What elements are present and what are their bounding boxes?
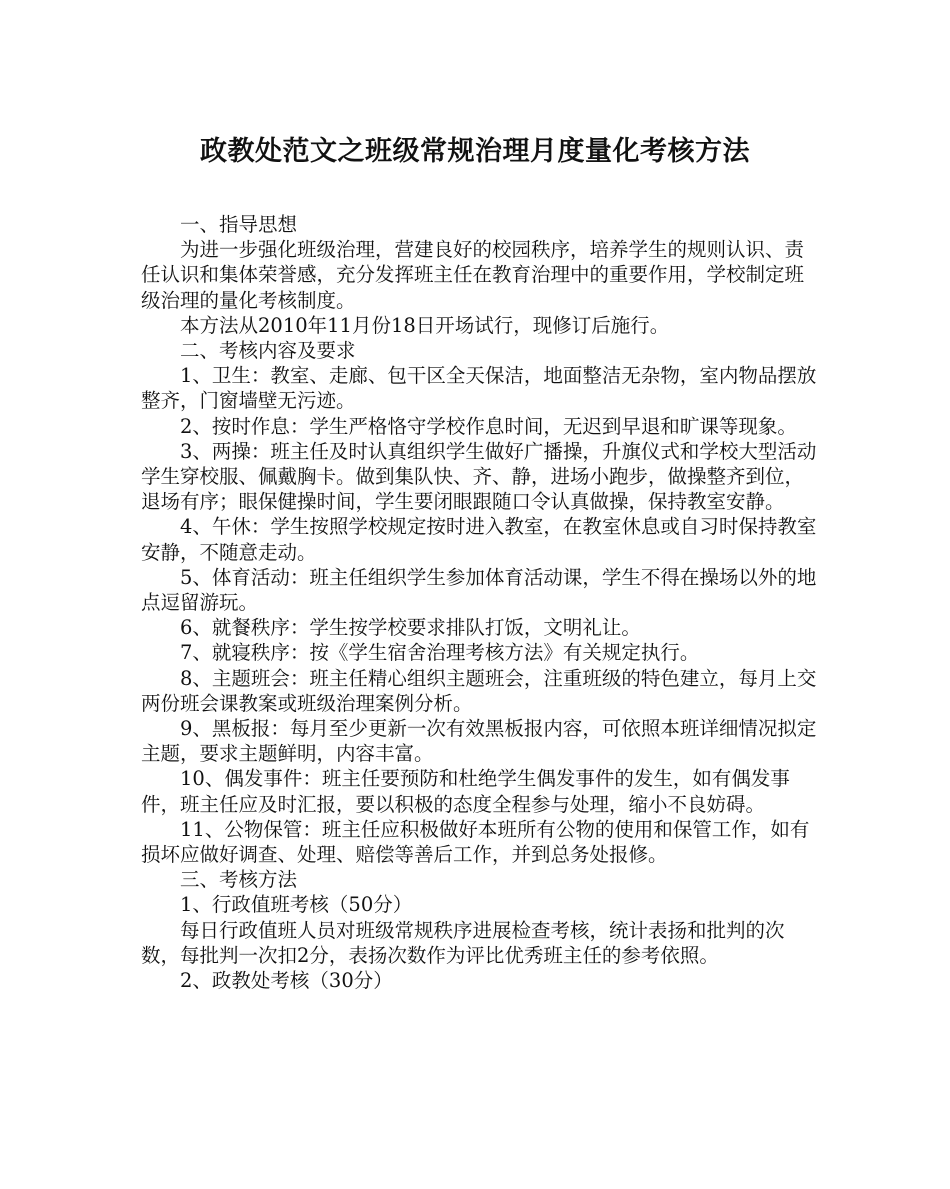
paragraph: 每日行政值班人员对班级常规秩序进展检查考核，统计表扬和批判的次数，每批判一次扣2分，表扬次数作为评比优秀班主任的参考依照。 (141, 918, 785, 967)
paragraph: 4、午休：学生按照学校规定按时进入教室，在教室休息或自习时保持教室安静，不随意走动。 (141, 515, 817, 564)
paragraph: 3、两操：班主任及时认真组织学生做好广播操，升旗仪式和学校大型活动学生穿校服、佩戴胸卡。做到集队快、齐、静，进场小跑步，做操整齐到位，退场有序；眼保健操时间，学生要闭眼跟随口令认真做操，保持教室安静。 (141, 439, 817, 514)
paragraph: 2、按时作息：学生严格恪守学校作息时间，无迟到早退和旷课等现象。 (180, 414, 797, 438)
paragraph: 一、指导思想 (180, 213, 298, 236)
paragraph: 为进一步强化班级治理，营建良好的校园秩序，培养学生的规则认识、责任认识和集体荣誉感，充分发挥班主任在教育治理中的重要作用，学校制定班级治理的量化考核制度。 (141, 238, 805, 312)
paragraph: 11、公物保管：班主任应积极做好本班所有公物的使用和保管工作，如有损坏应做好调查、处理、赔偿等善后工作，并到总务处报修。 (141, 817, 810, 867)
paragraph: 5、体育活动：班主任组织学生参加体育活动课，学生不得在操场以外的地点逗留游玩。 (141, 565, 817, 615)
paragraph: 9、黑板报：每月至少更新一次有效黑板报内容，可依照本班详细情况拟定主题，要求主题鲜明，内容丰富。 (141, 717, 817, 766)
document-body (141, 212, 821, 993)
document-title: 政教处范文之班级常规治理月度量化考核方法 (200, 136, 750, 167)
paragraph: 本方法从2010年11月份18日开场试行，现修订后施行。 (180, 313, 670, 337)
paragraph: 1、行政值班考核（50分） (180, 893, 413, 917)
paragraph: 6、就餐秩序：学生按学校要求排队打饭，文明礼让。 (180, 616, 641, 640)
paragraph: 三、考核方法 (180, 868, 298, 892)
paragraph: 1、卫生：教室、走廊、包干区全天保洁，地面整洁无杂物，室内物品摆放整齐，门窗墙壁无污迹。 (141, 364, 817, 413)
paragraph: 8、主题班会：班主任精心组织主题班会，注重班级的特色建立，每月上交两份班会课教案或班级治理案例分析。 (141, 666, 817, 715)
paragraph: 二、考核内容及要求 (180, 339, 356, 363)
paragraph: 2、政教处考核（30分） (180, 969, 393, 993)
paragraph: 7、就寝秩序：按《学生宿舍治理考核方法》有关规定执行。 (180, 641, 700, 665)
paragraph: 10、偶发事件：班主任要预防和杜绝学生偶发事件的发生，如有偶发事件，班主任应及时汇报，要以积极的态度全程参与处理，缩小不良妨碍。 (141, 767, 790, 816)
